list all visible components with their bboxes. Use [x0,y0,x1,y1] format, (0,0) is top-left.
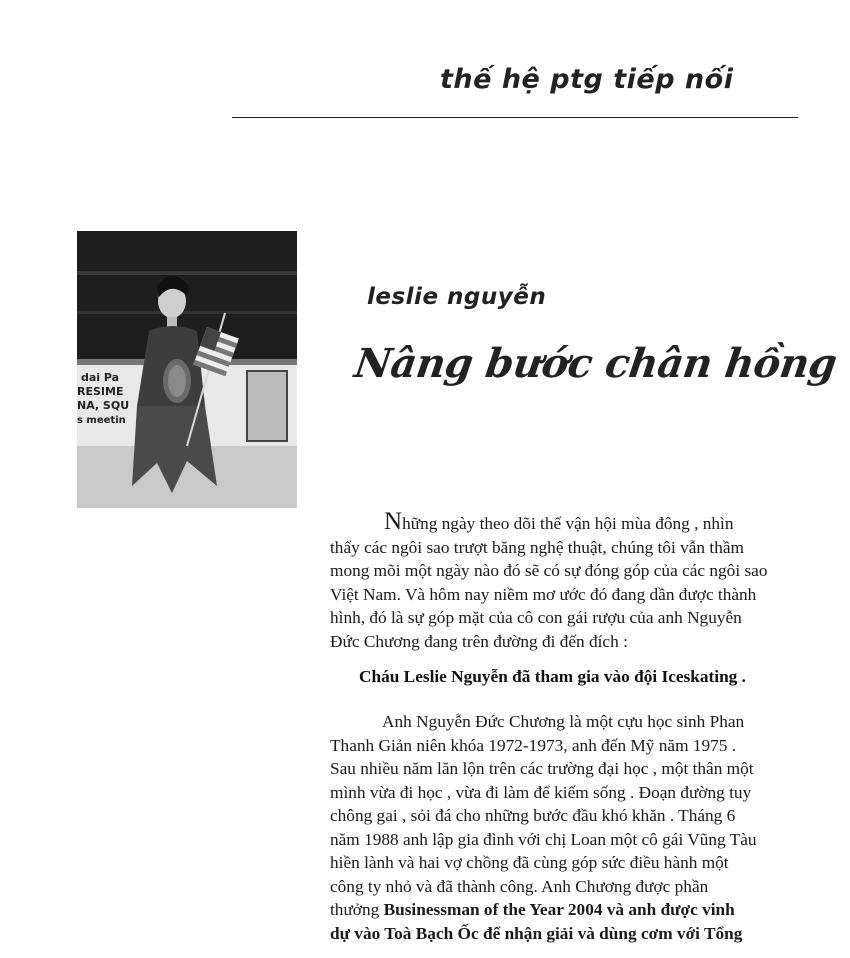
author-name: leslie nguyễn [367,284,547,310]
paragraph-line: mong mõi một ngày nào đó sẽ có sự đóng góp của các ngôi sao [330,561,768,580]
paragraph-line: mình vừa đi học , vừa đi làm để kiếm sống . Đoạn đường tuy [330,782,752,802]
banner-line-2: RESIME [77,385,124,398]
paragraph-line: Việt Nam. Và hôm nay niềm mơ ước đó đang dần được thành [330,584,757,604]
banner-line-3: NA, SQU [77,399,130,412]
paragraph-line: dự vào Toà Bạch Ốc để nhận giải và dùng cơm với Tổng [330,923,743,943]
biography-paragraph [330,710,798,945]
paragraph-line: Đức Chương đang trên đường đi đến đích : [330,631,628,651]
intro-paragraph [330,508,798,653]
header-divider [232,117,798,118]
paragraph-line: Những ngày theo dõi thế vận hội mùa đông , nhìn [384,508,734,535]
paragraph-line: Anh Nguyễn Đức Chương là một cựu học sinh Phan [382,712,745,731]
paragraph-line: Thanh Giản niên khóa 1972-1973, anh đến Mỹ năm 1975 . [330,735,737,755]
paragraph-line: hiền lành và hai vợ chồng đã cùng góp sức điều hành một [330,853,729,872]
skater-photo-illustration [77,231,297,508]
paragraph-line: thấy các ngôi sao trượt băng nghệ thuật, chúng tôi vẫn thầm [330,537,744,557]
paragraph-line: chông gai , sỏi đá cho những bước đầu khó khăn . Tháng 6 [330,806,736,825]
drop-cap: N [384,508,403,535]
banner-line-4: s meetin [77,415,126,426]
skater-photo [77,231,297,508]
section-title: thế hệ ptg tiếp nối [440,64,734,95]
paragraph-line: năm 1988 anh lập gia đình với chị Loan một cô gái Vũng Tàu [330,829,757,849]
paragraph-line: công ty nhỏ và đã thành công. Anh Chương được phần [330,876,709,896]
paragraph-line: Sau nhiều năm lăn lộn trên các trường đại học , một thân một [330,759,754,778]
award-text: Businessman of the Year 2004 và anh được vinh [383,900,735,919]
article-title: Nâng bước chân hồng [351,340,840,387]
paragraph-line: thưởng Businessman of the Year 2004 và anh được vinh [330,900,735,919]
subheading: Cháu Leslie Nguyễn đã tham gia vào đội Iceskating . [359,667,746,686]
paragraph-line: hình, đó là sự góp mặt của cô con gái rượu của anh Nguyễn [330,608,742,627]
banner-line-1: dai Pa [81,371,120,384]
